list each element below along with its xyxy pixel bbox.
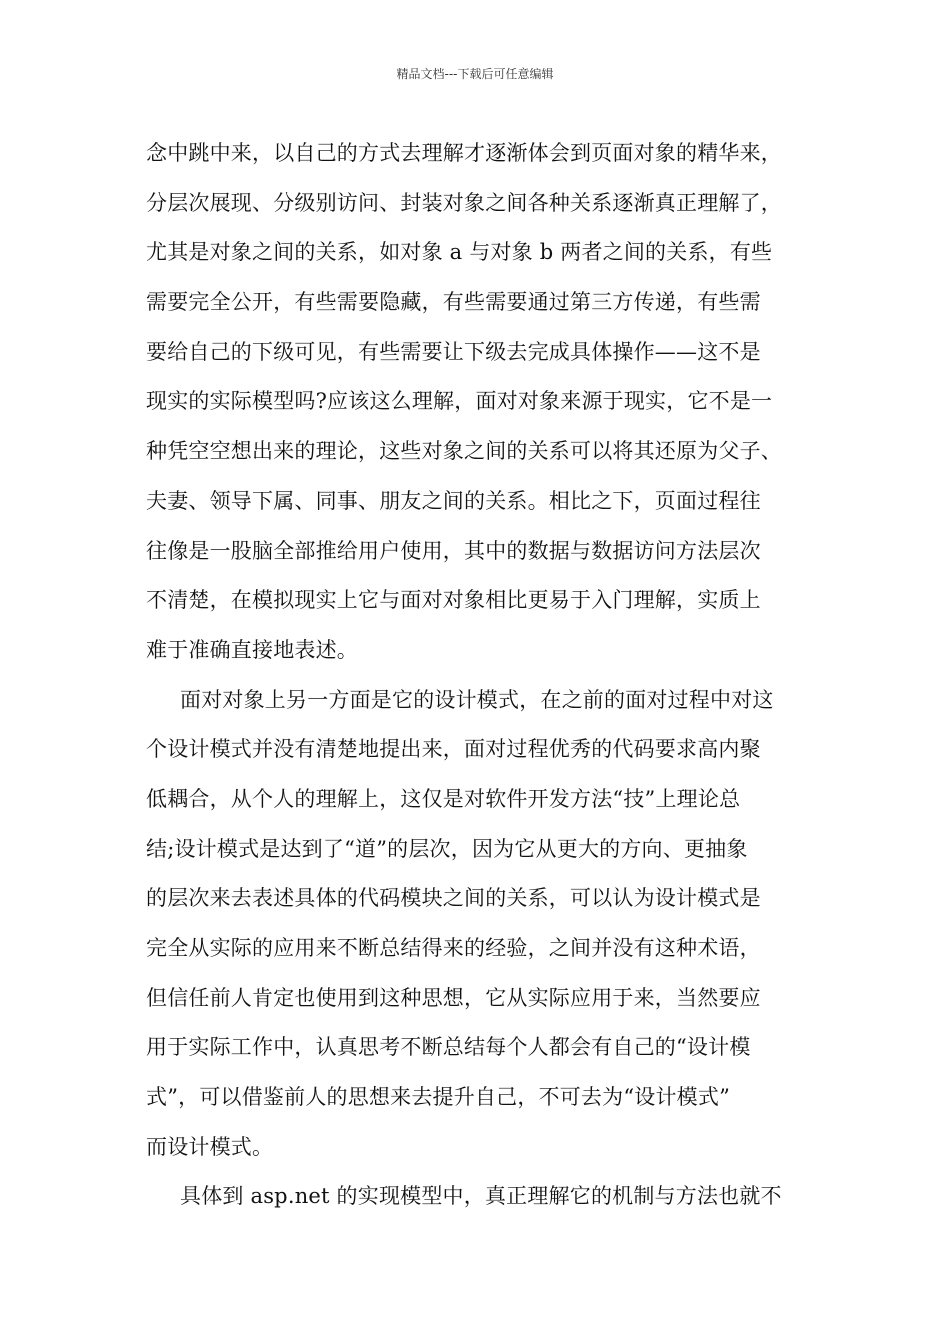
text-line: 现实的实际模型吗?应该这么理解，面对对象来源于现实，它不是一	[146, 389, 773, 414]
text-line: 不清楚，在模拟现实上它与面对对象相比更易于入门理解，实质上	[146, 588, 761, 613]
text-line: 用于实际工作中，认真思考不断总结每个人都会有自己的“设计模	[146, 1035, 751, 1060]
text-line: 结;设计模式是达到了“道”的层次，因为它从更大的方向、更抽象	[146, 836, 748, 861]
text-line: 个设计模式并没有清楚地提出来，面对过程优秀的代码要求高内聚	[146, 737, 761, 762]
text-line: 低耦合，从个人的理解上，这仅是对软件开发方法“技”上理论总	[146, 786, 741, 811]
text-line: 式”，可以借鉴前人的思想来去提升自己，不可去为“设计模式”	[146, 1085, 731, 1110]
text-line: 完全从实际的应用来不断总结得来的经验，之间并没有这种术语，	[146, 936, 761, 960]
text-line: 往像是一股脑全部推给用户使用，其中的数据与数据访问方法层次	[146, 538, 761, 563]
text-line: 的层次来去表述具体的代码模块之间的关系，可以认为设计模式是	[146, 886, 761, 911]
text-line: 具体到 asp.net 的实现模型中，真正理解它的机制与方法也就不	[180, 1184, 782, 1209]
text-line: 念中跳中来，以自己的方式去理解才逐渐体会到页面对象的精华来，	[146, 141, 782, 165]
text-line: 但信任前人肯定也使用到这种思想，它从实际应用于来，当然要应	[146, 985, 761, 1010]
text-line: 夫妻、领导下属、同事、朋友之间的关系。相比之下，页面过程往	[146, 488, 761, 513]
text-line: 尤其是对象之间的关系，如对象 a 与对象 b 两者之间的关系，有些	[146, 240, 773, 265]
text-line: 面对对象上另一方面是它的设计模式，在之前的面对过程中对这	[180, 687, 774, 712]
page-header: 精品文档---下载后可任意编辑	[396, 67, 554, 81]
text-line: 要给自己的下级可见，有些需要让下级去完成具体操作——这不是	[146, 339, 761, 364]
text-line: 分层次展现、分级别访问、封装对象之间各种关系逐渐真正理解了，	[146, 190, 782, 215]
document-body	[146, 129, 822, 1222]
text-line: 种凭空空想出来的理论，这些对象之间的关系可以将其还原为父子、	[146, 439, 782, 464]
text-line: 需要完全公开，有些需要隐藏，有些需要通过第三方传递，有些需	[146, 290, 761, 315]
text-line: 难于准确直接地表述。	[146, 637, 358, 662]
text-line: 而设计模式。	[146, 1134, 274, 1159]
